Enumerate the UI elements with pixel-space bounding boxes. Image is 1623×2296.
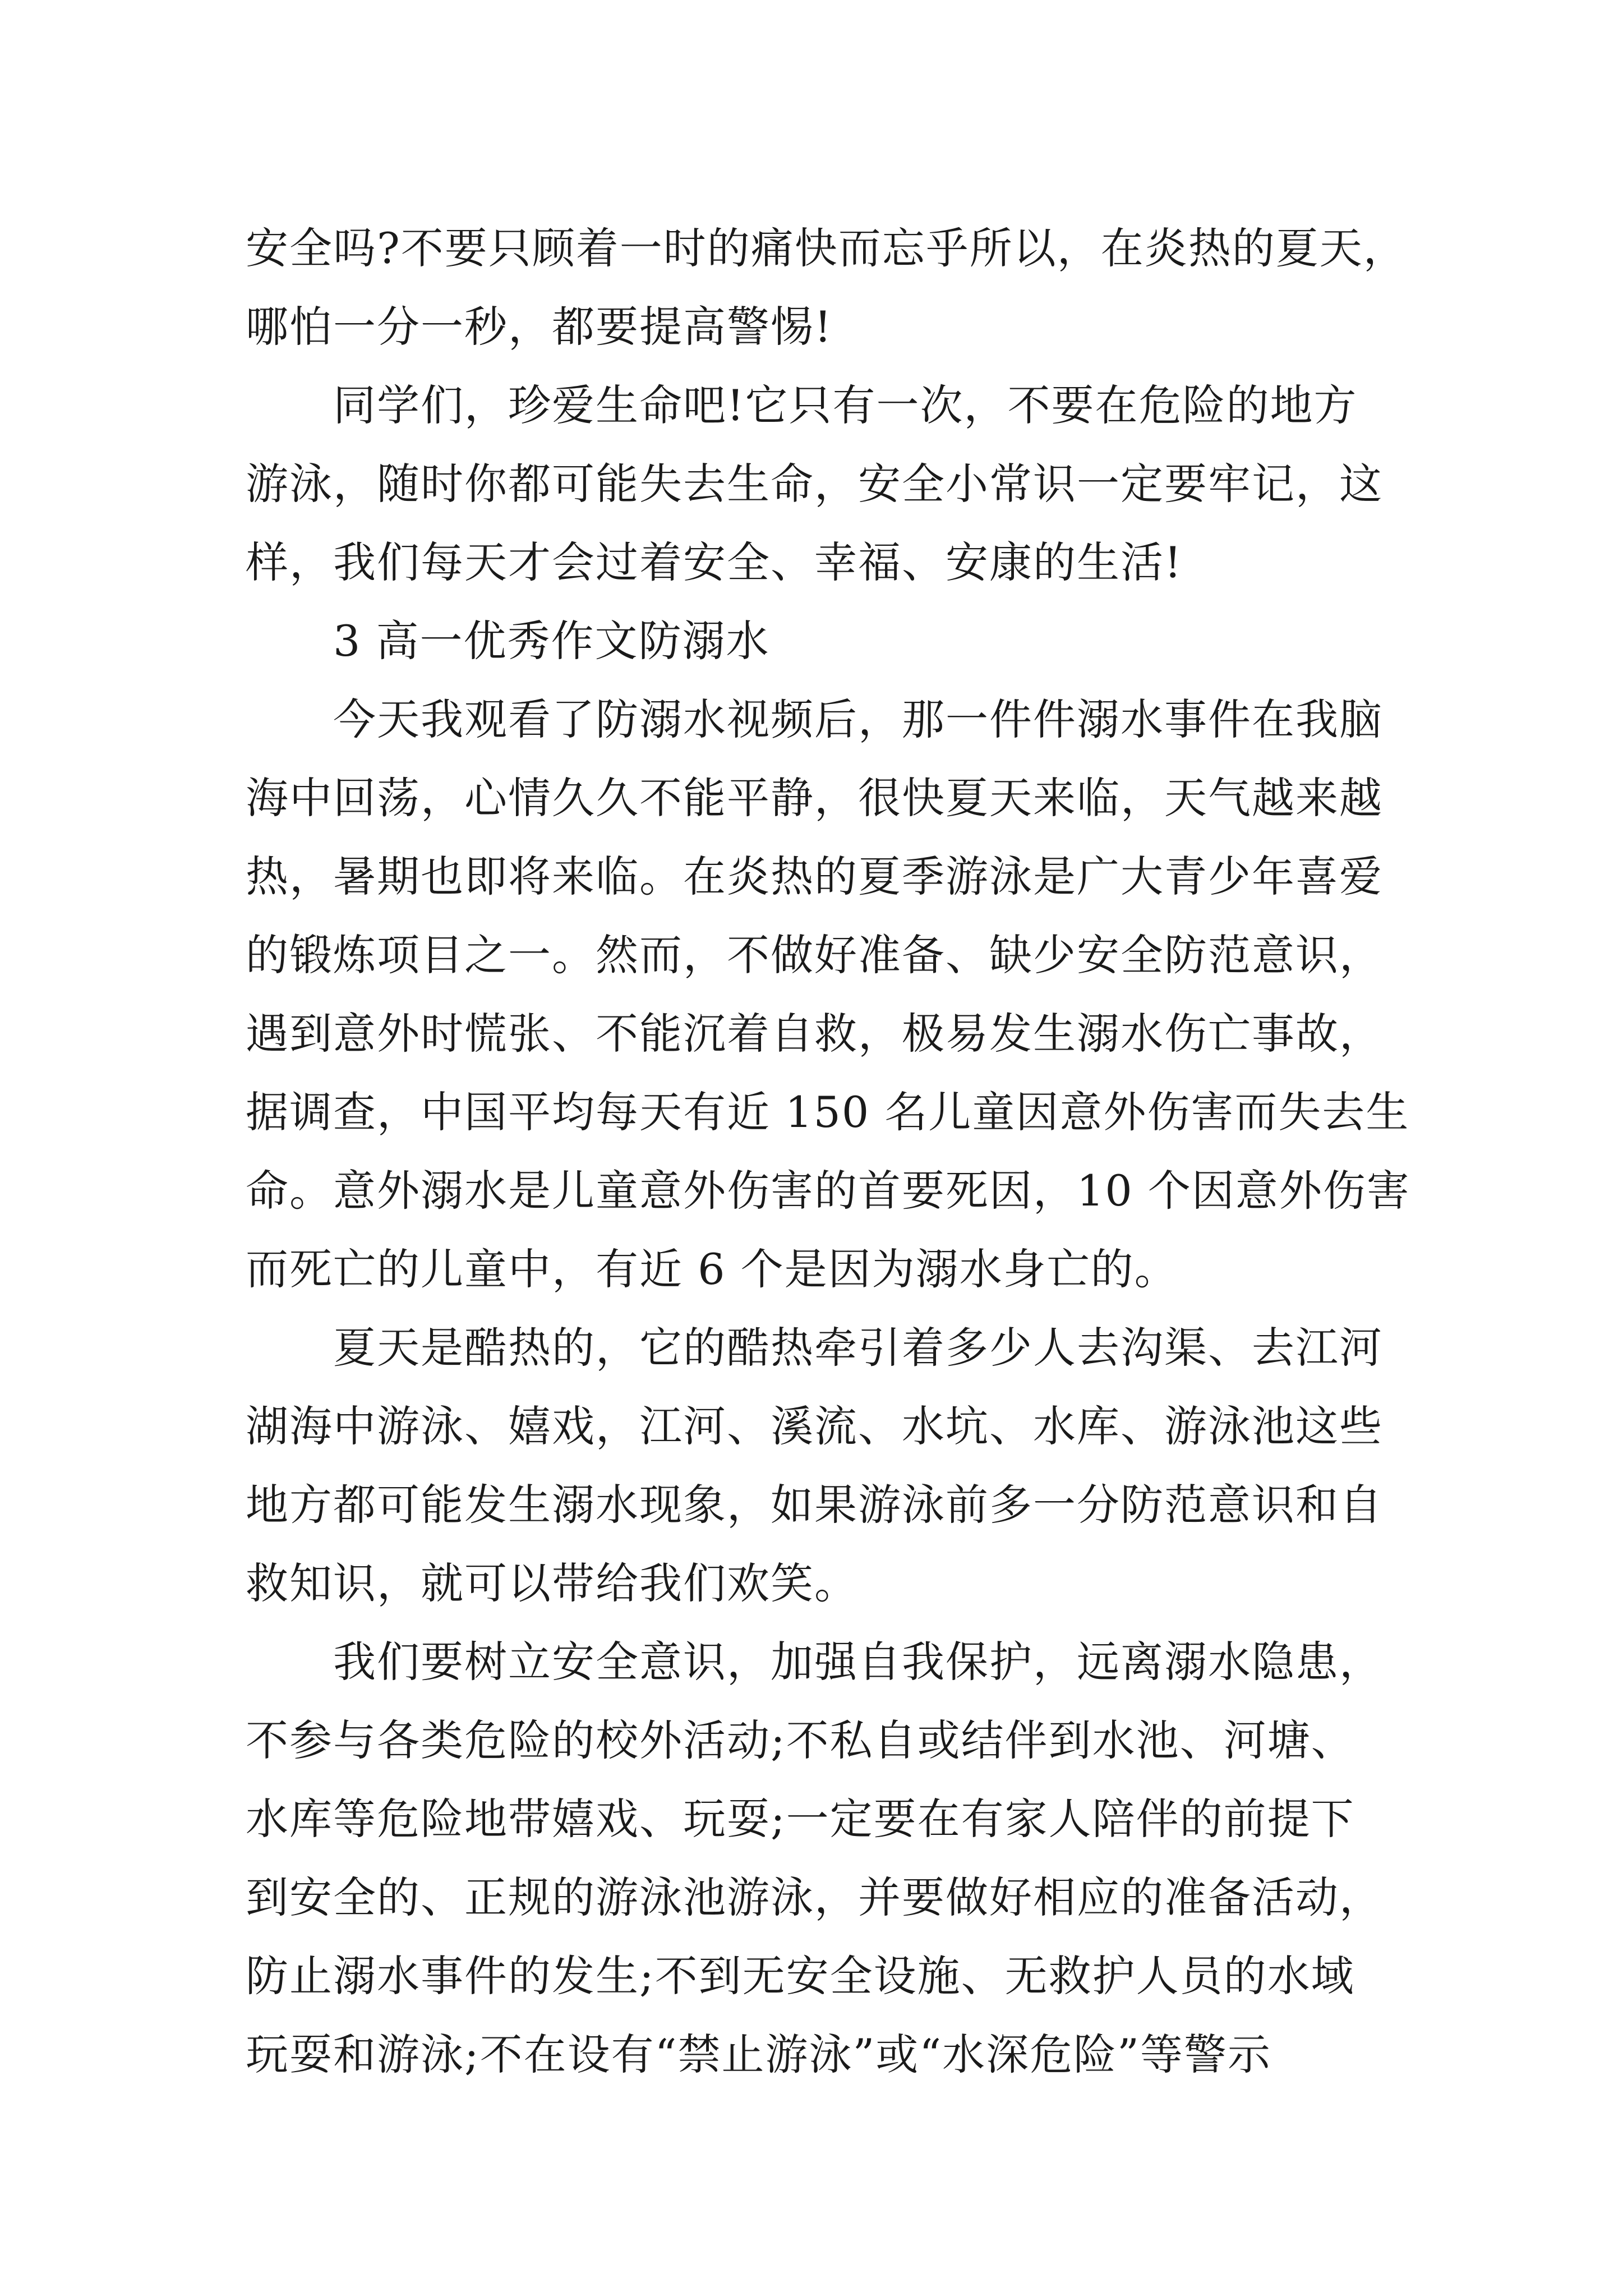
text-line: 据调查，中国平均每天有近 150 名儿童因意外伤害而失去生: [246, 1087, 1410, 1137]
text-line: 遇到意外时慌张、不能沉着自救，极易发生溺水伤亡事故，: [246, 1009, 1383, 1059]
text-line: 今天我观看了防溺水视频后，那一件件溺水事件在我脑: [246, 694, 1383, 744]
text-line: 湖海中游泳、嬉戏，江河、溪流、水坑、水库、游泳池这些: [246, 1401, 1383, 1451]
text-line: 到安全的、正规的游泳池游泳，并要做好相应的准备活动，: [246, 1872, 1383, 1922]
text-line: 的锻炼项目之一。然而，不做好准备、缺少安全防范意识，: [246, 930, 1383, 980]
text-line: 救知识，就可以带给我们欢笑。: [246, 1558, 858, 1608]
text-line: 夏天是酷热的，它的酷热牵引着多少人去沟渠、去江河: [246, 1323, 1383, 1373]
text-line: 游泳，随时你都可能失去生命，安全小常识一定要牢记，这: [246, 459, 1383, 509]
text-line: 不参与各类危险的校外活动;不私自或结伴到水池、河塘、: [246, 1715, 1355, 1765]
text-line: 我们要树立安全意识，加强自我保护，远离溺水隐患，: [246, 1637, 1383, 1687]
text-line: 同学们，珍爱生命吧!它只有一次，不要在危险的地方: [246, 380, 1358, 430]
text-line: 哪怕一分一秒，都要提高警惕!: [246, 302, 833, 352]
text-line: 而死亡的儿童中，有近 6 个是因为溺水身亡的。: [246, 1244, 1178, 1294]
text-line: 防止溺水事件的发生;不到无安全设施、无救护人员的水域: [246, 1951, 1355, 2001]
text-line: 玩耍和游泳;不在设有“禁止游泳”或“水深危险”等警示: [246, 2030, 1272, 2079]
text-line: 命。意外溺水是儿童意外伤害的首要死因，10 个因意外伤害: [246, 1166, 1410, 1216]
text-line: 海中回荡，心情久久不能平静，很快夏天来临，天气越来越: [246, 773, 1383, 823]
text-line: 样，我们每天才会过着安全、幸福、安康的生活!: [246, 537, 1183, 587]
text-line: 安全吗?不要只顾着一时的痛快而忘乎所以，在炎热的夏天，: [246, 223, 1407, 273]
text-line: 热，暑期也即将来临。在炎热的夏季游泳是广大青少年喜爱: [246, 852, 1383, 901]
text-line: 地方都可能发生溺水现象，如果游泳前多一分防范意识和自: [246, 1480, 1383, 1530]
section-heading: 3 高一优秀作文防溺水: [246, 616, 770, 666]
text-line: 水库等危险地带嬉戏、玩耍;一定要在有家人陪伴的前提下: [246, 1794, 1355, 1844]
